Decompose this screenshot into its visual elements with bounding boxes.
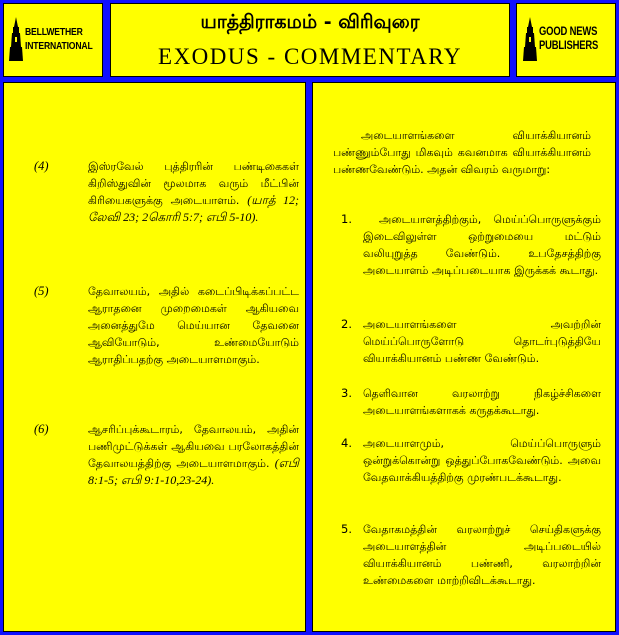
bellwether-line2: INTERNATIONAL [25, 40, 93, 52]
title-english: EXODUS - COMMENTARY [158, 44, 462, 69]
title-box [110, 3, 510, 77]
intro-paragraph: அடையாளங்களை வியாக்கியானம் பண்ணும்போது மிகவும் கவனமாக வியாக்கியானம் பண்ணவேண்டும். அதன் விவரம் வருமாறு: [333, 129, 591, 176]
bellwether-logo-box [3, 3, 103, 77]
item-number: (4) [34, 159, 49, 173]
item-text: தேவாலயம், அதில் கடைப்பிடிக்கப்பட்ட ஆராதனை முறைமைகள் ஆகியவை அனைத்துமே மெய்யான தேவனை ஆவியோடும், உண்மையோடும் ஆராதிப்பதற்கு அடையாளமாகும். [88, 285, 299, 366]
tower-icon [9, 17, 23, 61]
bellwether-logo [9, 17, 107, 61]
rule-text: அடையாளத்திற்கும், மெய்ப்பொருளுக்கும் இடைவிலுள்ள ஒற்றுமையை மட்டும் வலியுறுத்த வேண்டும். உபதேசத்திற்கு அடையாளம் அடிப்படையாக இருக்கக் கூடாது. [363, 213, 601, 277]
rule-number: 1. [341, 212, 352, 226]
rule-text: அடையாளங்களை அவற்றின் மெய்ப்பொருளோடு தொடர்புடுத்தியே வியாக்கியானம் பண்ண வேண்டும். [363, 318, 601, 365]
bellwether-line1: BELLWETHER [25, 26, 83, 38]
left-column [3, 82, 306, 632]
item-number: (5) [34, 284, 49, 298]
tower-icon [523, 17, 537, 61]
rule-number: 3. [341, 386, 352, 400]
rule-number: 5. [341, 522, 352, 536]
right-column [312, 82, 616, 632]
rule-number: 4. [341, 436, 352, 450]
item-number: (6) [34, 422, 49, 436]
good-news-line1: GOOD NEWS [539, 26, 598, 38]
rule-number: 2. [341, 317, 352, 331]
item-text: இஸ்ரவேல் புத்திரரின் பண்டிகைகள் கிறிஸ்துவின் மூலமாக வரும் மீட்பின் கிரியைகளுக்கு அடையாளம். [88, 160, 299, 207]
title-tamil: யாத்திராகமம் - விரிவுரை [200, 11, 420, 33]
good-news-logo-box [516, 3, 616, 77]
rule-text: வேதாகமத்தின் வரலாற்றுச் செய்திகளுக்கு அடையாளத்தின் அடிப்படையில் வியாக்கியானம் பண்ணி, வரலாற்றின் உண்மைகளை மாற்றிவிடக்கூடாது. [363, 523, 601, 587]
rule-text: அடையாளமும், மெய்ப்பொருளும் ஒன்றுக்கொன்று ஒத்துப்போகவேண்டும். அவை வேதவாக்கியத்திற்கு முரண்படக்கூடாது. [363, 437, 601, 484]
item-reference: (எபி 8:1-5; எபி 9:1-10,23-24). [88, 456, 299, 487]
good-news-logo [523, 17, 611, 61]
good-news-line2: PUBLISHERS [539, 40, 599, 52]
item-reference: (யாத் 12; லேவி 23; 2கொரி 5:7; எபி 5-10). [88, 193, 299, 224]
item-text: ஆசரிப்புக்கூடாரம், தேவாலயம், அதின் பணிமுட்டுக்கள் ஆகியவை பரலோகத்தின் தேவாலயத்திற்கு அடையாளமாகும். [88, 423, 299, 470]
rule-text: தெளிவான வரலாற்று நிகழ்ச்சிகளை அடையாளங்களாகக் கருதக்கூடாது. [363, 387, 601, 417]
